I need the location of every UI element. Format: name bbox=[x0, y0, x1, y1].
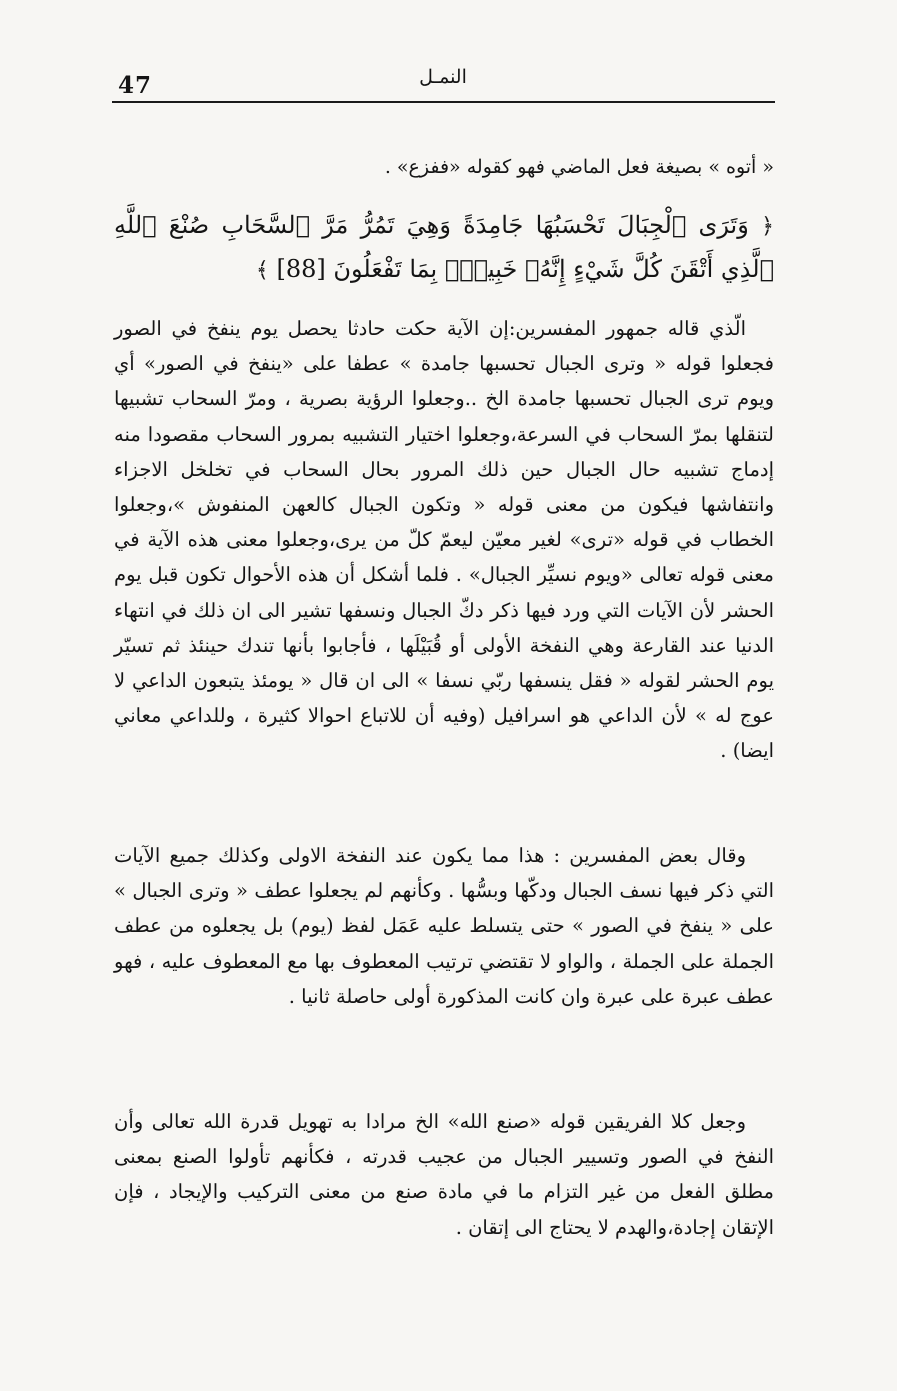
intro-line: « أتوه » بصيغة فعل الماضي فهو كقوله «ففزع» . bbox=[384, 156, 774, 178]
commentary-paragraph-1 bbox=[114, 311, 774, 769]
paragraph-text: وجعل كلا الفريقين قوله «صنع الله» الخ مرادا به تهويل قدرة الله تعالى وأن النفخ في الصور وتسيير الجبال من عجيب قدرته ، فكأنهم تأولوا الصنع بمعنى مطلق الفعل من غير التزام ما في مادة صنع من معنى التركيب والإيجاد ، فإن الإتقان إجادة،والهدم لا يحتاج الى إتقان . bbox=[114, 1110, 774, 1239]
verse-text: وَتَرَى ٱلْجِبَالَ تَحْسَبُهَا جَامِدَةً وَهِيَ تَمُرُّ مَرَّ ٱلسَّحَابِ صُنْعَ ٱللَّهِ ٱلَّذِي أَتْقَنَ كُلَّ شَيْءٍ إِنَّهُۥ خَبِيرٌۢ بِمَا تَفْعَلُونَ [88] bbox=[114, 211, 774, 283]
paragraph-text: الّذي قاله جمهور المفسرين:إن الآية حكت حادثا يحصل يوم ينفخ في الصور فجعلوا قوله « وترى الجبال تحسبها جامدة » عطفا على «ينفخ في الصور» أي ويوم ترى الجبال تحسبها جامدة الخ ..وجعلوا الرؤية بصرية ، ومرّ السحاب تشبيها لتنقلها بمرّ السحاب في السرعة،وجعلوا اختيار التشبيه بمرور السحاب مقصودا منه إدماج تشبيه حال الجبال حين ذلك المرور بحال السحاب في تخلخل الاجزاء وانتفاشها فيكون من معنى قوله « وتكون الجبال كالعهن المنفوش »،وجعلوا الخطاب في قوله «ترى» لغير معيّن ليعمّ كلّ من يرى،وجعلوا معنى هذه الآية في معنى قوله تعالى «ويوم نسيِّر الجبال» . فلما أشكل أن هذه الأحوال تكون قبل يوم الحشر لأن الآيات التي ورد فيها ذكر دكّ الجبال ونسفها تشير الى ان ذلك في انتهاء الدنيا عند القارعة وهي النفخة الأولى أو قُبَيْلَها ، فأجابوا بأنها تندك حينئذ ثم تسيّر يوم الحشر لقوله « فقل ينسفها ربّي نسفا » الى ان قال « يومئذ يتبعون الداعي لا عوج له » لأن الداعي هو اسرافيل (وفيه أن للاتباع احوالا كثيرة ، وللداعي معاني ايضا) . bbox=[114, 317, 774, 763]
header-divider bbox=[112, 101, 775, 103]
running-title: النمـل bbox=[419, 66, 467, 88]
page-number: 47 bbox=[118, 72, 153, 99]
verse-open-ornament: ﴿ bbox=[761, 214, 774, 239]
commentary-paragraph-2 bbox=[114, 838, 774, 1014]
verse-close-ornament: ﴾ bbox=[255, 258, 269, 283]
quran-verse bbox=[114, 204, 778, 292]
commentary-paragraph-3 bbox=[114, 1104, 774, 1245]
paragraph-text: وقال بعض المفسرين : هذا مما يكون عند النفخة الاولى وكذلك جميع الآيات التي ذكر فيها نسف الجبال ودكّها وبسُّها . وكأنهم لم يجعلوا عطف « وترى الجبال » على « ينفخ في الصور » حتى يتسلط عليه عَمَل لفظ (يوم) بل يجعلوه من عطف الجملة على الجملة ، والواو لا تقتضي ترتيب المعطوف بها مع المعطوف عليه ، فهو عطف عبرة على عبرة وان كانت المذكورة أولى حاصلة ثانيا . bbox=[114, 844, 774, 1008]
page-header bbox=[112, 64, 774, 104]
